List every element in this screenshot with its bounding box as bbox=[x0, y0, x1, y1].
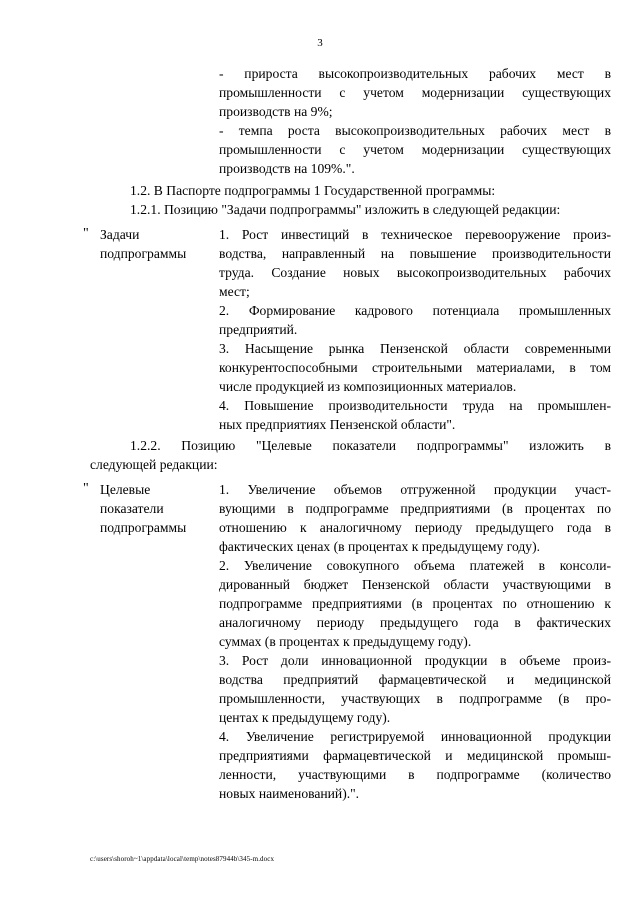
text-line: ных предприятиях Пензенской области". bbox=[219, 417, 456, 432]
text-line: предприятий. bbox=[219, 322, 298, 337]
indicator-item-2 bbox=[219, 556, 611, 651]
page-number: 3 bbox=[317, 37, 323, 49]
text-line: вующими в подпрограмме предприятиями (в процентах по bbox=[219, 501, 611, 516]
intro-item-1 bbox=[219, 64, 611, 121]
text-line: 4. Повышение производительности труда на промышлен- bbox=[219, 398, 611, 413]
text-line: 4. Увеличение регистрируемой инновационной продукции bbox=[219, 729, 611, 744]
text-line: аналогичному периоду предыдущего года в фактических bbox=[219, 615, 611, 630]
text-line: 1.2.2. Позицию "Целевые показатели подпрограммы" изложить в bbox=[130, 438, 611, 453]
text-line: производств на 109%.". bbox=[219, 161, 355, 176]
text-line: новых наименований).". bbox=[219, 786, 360, 801]
text-line: промышленности с учетом модернизации существующих bbox=[219, 142, 611, 157]
text-line: труда. Создание новых высокопроизводительных рабочих bbox=[219, 265, 611, 280]
opening-quote: " bbox=[83, 481, 89, 496]
text-line: следующей редакции: bbox=[90, 457, 218, 472]
text-line: подпрограмме предприятиями (в процентах по отношению к bbox=[219, 596, 611, 611]
label-line: Задачи bbox=[100, 227, 140, 242]
text-line: предприятиями фармацевтической и медицинской промыш- bbox=[219, 748, 611, 763]
text-line: ленности, участвующими в подпрограмме (количество bbox=[219, 767, 611, 782]
text-line: фактических ценах (в процентах к предыдущему году). bbox=[219, 539, 541, 554]
text-line: промышленности, участвующих в подпрограмме (в про- bbox=[219, 691, 611, 706]
text-line: 2. Формирование кадрового потенциала промышленных bbox=[219, 303, 611, 318]
label-line: подпрограммы bbox=[100, 520, 187, 535]
opening-quote: " bbox=[83, 226, 89, 241]
label-line: Целевые bbox=[100, 482, 151, 497]
text-line: 3. Рост доли инновационной продукции в объеме произ- bbox=[219, 653, 611, 668]
text-line: - прироста высокопроизводительных рабочих мест в bbox=[219, 66, 611, 81]
intro-item-2 bbox=[219, 121, 611, 178]
indicator-item-4 bbox=[219, 727, 611, 803]
text-line: суммах (в процентах к предыдущему году). bbox=[219, 634, 472, 649]
label-line: подпрограммы bbox=[100, 246, 187, 261]
text-line: отношению к аналогичному периоду предыдущего года в bbox=[219, 520, 611, 535]
tasks-label bbox=[100, 225, 186, 263]
text-line: дированный бюджет Пензенской области участвующими в bbox=[219, 577, 611, 592]
section-1-2: 1.2. В Паспорте подпрограммы 1 Государственной программы: bbox=[130, 183, 496, 198]
text-line: промышленности с учетом модернизации существующих bbox=[219, 85, 611, 100]
indicator-item-1 bbox=[219, 480, 611, 556]
task-item-4 bbox=[219, 396, 611, 434]
label-line: показатели bbox=[100, 501, 164, 516]
text-line: - темпа роста высокопроизводительных рабочих мест в bbox=[219, 123, 611, 138]
text-line: водства предприятий фармацевтической и медицинской bbox=[219, 672, 611, 687]
indicator-item-3 bbox=[219, 651, 611, 727]
text-line: центах к предыдущему году). bbox=[219, 710, 391, 725]
task-item-3 bbox=[219, 339, 611, 396]
text-line: производств на 9%; bbox=[219, 104, 333, 119]
section-1-2-2 bbox=[90, 436, 611, 474]
section-1-2-1: 1.2.1. Позицию "Задачи подпрограммы" изложить в следующей редакции: bbox=[130, 202, 561, 217]
text-line: 1. Рост инвестиций в техническое перевооружение произ- bbox=[219, 227, 611, 242]
indicators-label bbox=[100, 480, 186, 537]
text-line: водства, направленный на повышение производительности bbox=[219, 246, 611, 261]
text-line: 3. Насыщение рынка Пензенской области современными bbox=[219, 341, 611, 356]
text-line: мест; bbox=[219, 284, 250, 299]
task-item-2 bbox=[219, 301, 611, 339]
footer-file-path: c:\users\shoroh~1\appdata\local\temp\notes87944b\345-m.docx bbox=[90, 855, 275, 863]
text-line: числе продукцией из композиционных материалов. bbox=[219, 379, 517, 394]
task-item-1 bbox=[219, 225, 611, 301]
text-line: 2. Увеличение совокупного объема платежей в консоли- bbox=[219, 558, 611, 573]
text-line: конкурентоспособными строительными материалами, в том bbox=[219, 360, 611, 375]
text-line: 1. Увеличение объемов отгруженной продукции участ- bbox=[219, 482, 611, 497]
